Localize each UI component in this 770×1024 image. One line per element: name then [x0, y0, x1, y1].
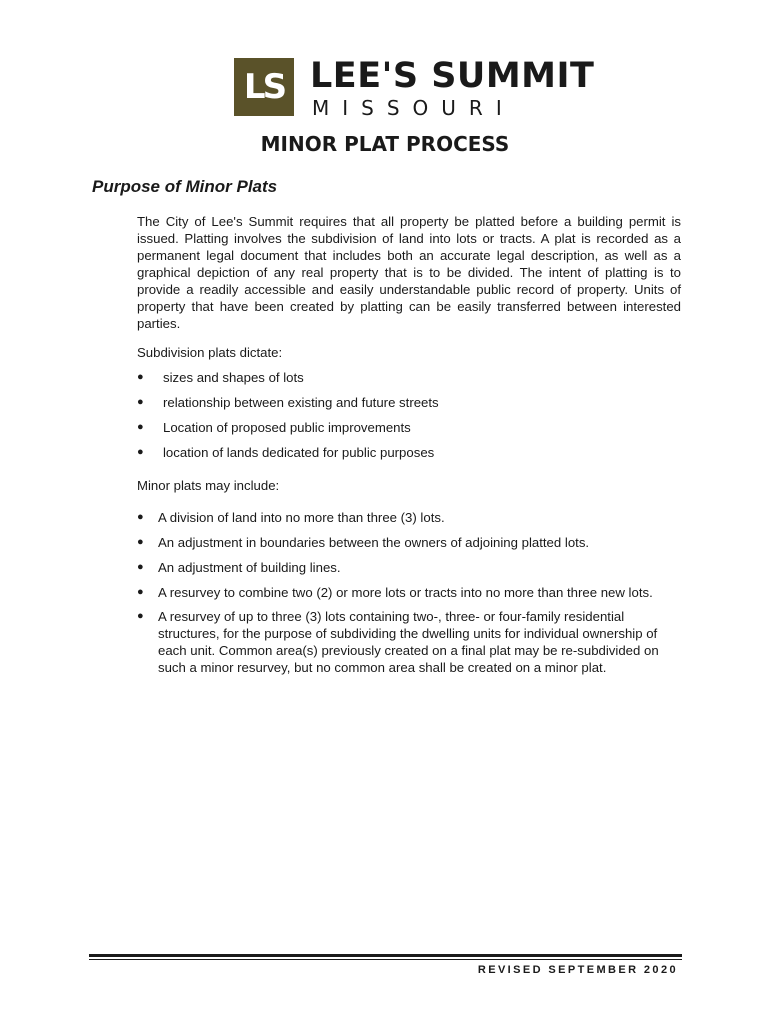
- logo-state-name: MISSOURI: [312, 96, 515, 120]
- bullet-icon: ●: [137, 610, 144, 622]
- section-heading: Purpose of Minor Plats: [92, 177, 278, 196]
- logo-city-name: LEE'S SUMMIT: [310, 56, 595, 96]
- footer-divider: [89, 954, 682, 957]
- intro-paragraph: The City of Lee's Summit requires that all property be platted before a building permit is issued. Platting involves the subdivision of land into lots or tracts. A plat is recorded as a permanent legal document that includes both an accurate legal description, as well as a graphical depiction of any real property that is to be divided. The intent of platting is to provide a readily accessible and easily understandable public record of property. Units of property that have been created by platting can be easily transferred between interested parties.: [137, 214, 681, 331]
- bullet-icon: ●: [137, 586, 144, 598]
- bullet-icon: ●: [137, 421, 144, 433]
- minor-plats-lead: Minor plats may include:: [137, 478, 280, 493]
- bullet-icon: ●: [137, 371, 144, 383]
- revision-date: REVISED SEPTEMBER 2020: [477, 964, 678, 976]
- bullet-icon: ●: [137, 396, 144, 408]
- footer-divider-thin: [89, 959, 682, 960]
- ls-logo-mark: LS: [234, 58, 294, 116]
- bullet-icon: ●: [137, 446, 144, 458]
- bullet-icon: ●: [137, 511, 144, 523]
- document-title: MINOR PLAT PROCESS: [260, 132, 510, 156]
- bullet-icon: ●: [137, 561, 144, 573]
- subdivision-lead: Subdivision plats dictate:: [137, 345, 283, 360]
- bullet-icon: ●: [137, 536, 144, 548]
